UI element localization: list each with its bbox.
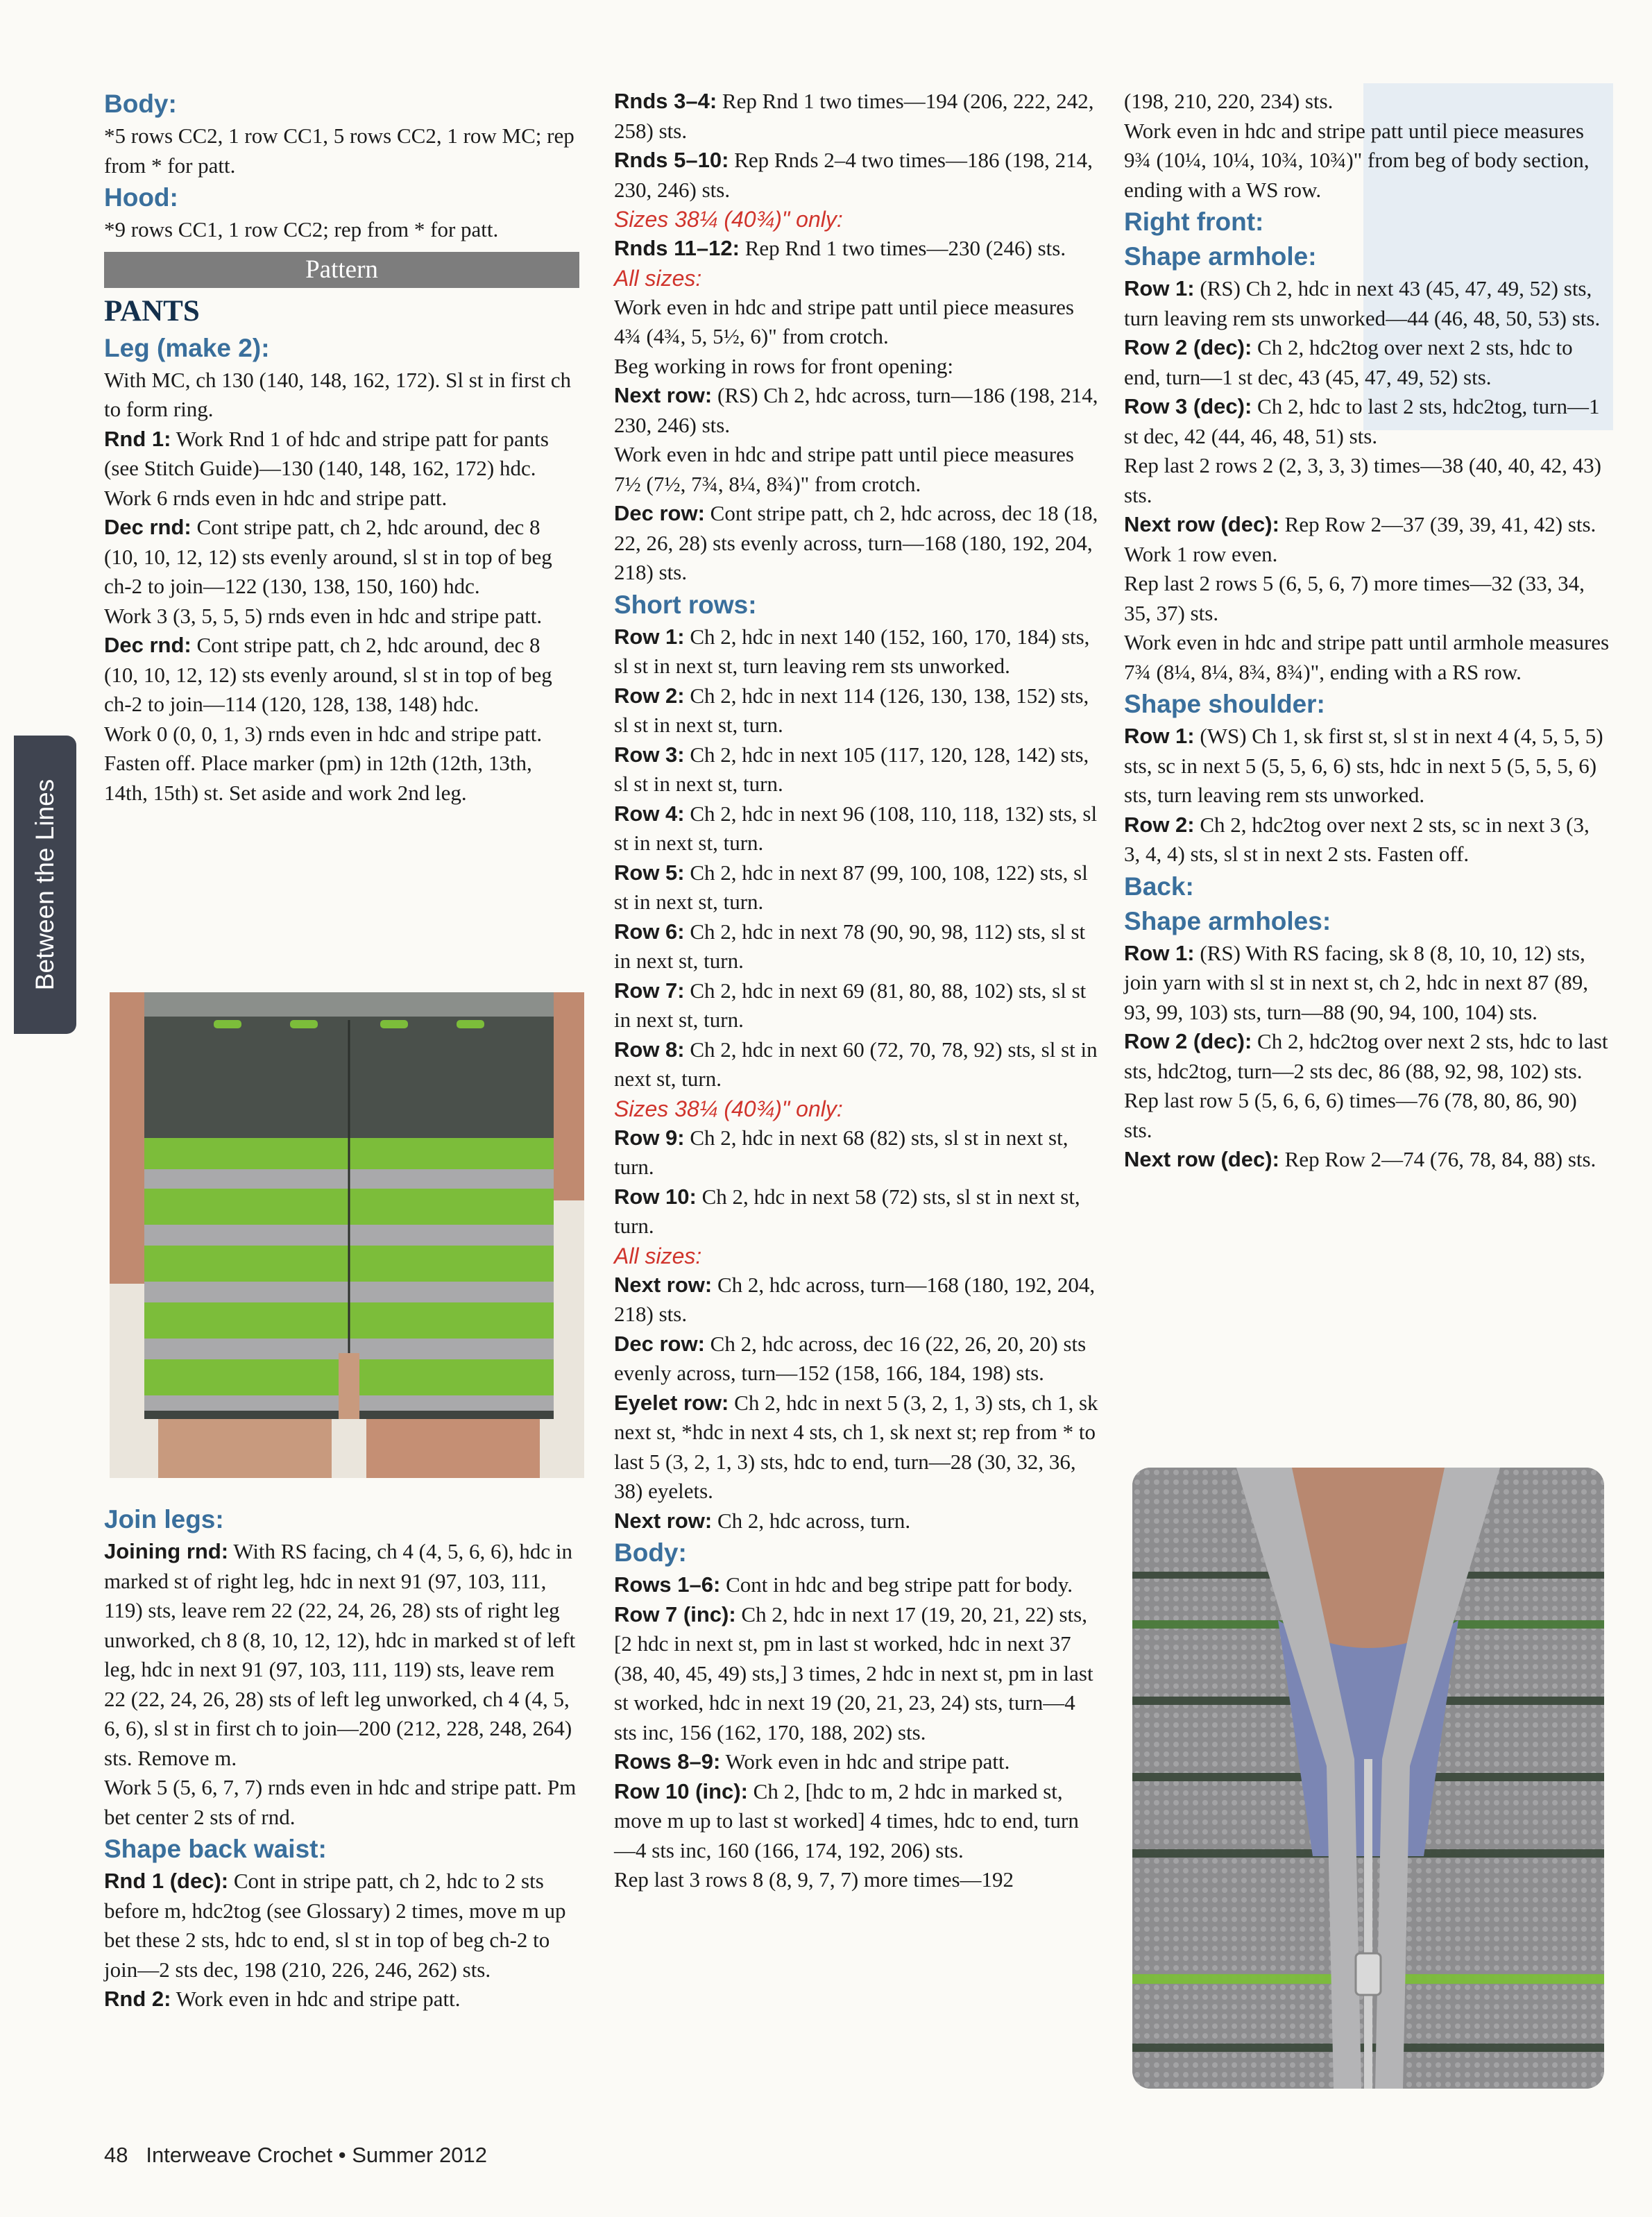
sizes-note-2: Sizes 38¼ (40¾)" only: [614,1096,843,1121]
rnds-11-12: Rnds 11–12: Rep Rnd 1 two times—230 (246) sts. [614,236,1066,260]
pattern-section-bar: Pattern [104,252,579,288]
side-tab-label: Between the Lines [31,779,59,991]
column-1 [104,87,579,808]
all-sizes-note-2: All sizes: [614,1243,702,1268]
rnds-3-4: Rnds 3–4: Rep Rnd 1 two times—194 (206, 222, 242, 258) sts. [614,89,1094,143]
short-row-2: Row 2: Ch 2, hdc in next 114 (126, 130, 138, 152) sts, sl st in next st, turn. [614,683,1089,737]
footer-bullet: • [338,2143,346,2167]
shape-armhole-heading: Shape armhole: [1124,242,1317,271]
leg-rnd-1: Rnd 1: Work Rnd 1 of hdc and stripe patt for pants (see Stitch Guide)—130 (140, 148, 162, 172) hdc. [104,426,549,480]
publication-name: Interweave Crochet [146,2143,333,2167]
column-3 [1124,87,1610,1175]
leg-work-3: Work 3 (3, 5, 5, 5) rnds even in hdc and stripe patt. [104,603,543,628]
shape-back-rnd-2: Rnd 2: Work even in hdc and stripe patt. [104,1987,461,2011]
leg-work-0: Work 0 (0, 0, 1, 3) rnds even in hdc and stripe patt. Fasten off. Place marker (pm) in 12th (12th, 13th, 14th, 15th) st. Set aside and work 2nd leg. [104,721,543,805]
shape-back-rnd-1: Rnd 1 (dec): Cont in stripe patt, ch 2, hdc to 2 sts before m, hdc2tog (see Glossary) 2 times, move m up bet these 2 sts, hdc to end, sl st in top of beg ch-2 to join—2 sts dec, 198 (210, 226, 246, 262) sts. [104,1869,566,1982]
short-row-8: Row 8: Ch 2, hdc in next 60 (72, 70, 78, 92) sts, sl st in next st, turn. [614,1037,1098,1091]
short-row-5: Row 5: Ch 2, hdc in next 87 (99, 100, 108, 122) sts, sl st in next st, turn. [614,860,1088,914]
eyelet-row: Eyelet row: Ch 2, hdc in next 5 (3, 2, 1, 3) sts, ch 1, sk next st, *hdc in next 4 sts, ch 1, sk next st; rep from * to last 5 (3, 2, 1, 3) sts, hdc to end, turn—28 (30, 32, 36, 38) eyelets. [614,1390,1098,1503]
leg-heading: Leg (make 2): [104,333,270,362]
page-footer [104,2143,487,2168]
body-stripe-text: *5 rows CC2, 1 row CC1, 5 rows CC2, 1 row MC; rep from * for patt. [104,124,574,178]
sizes-note-1: Sizes 38¼ (40¾)" only: [614,207,843,232]
short-row-6: Row 6: Ch 2, hdc in next 78 (90, 90, 98, 112) sts, sl st in next st, turn. [614,919,1086,973]
shorts-illustration [110,992,584,1478]
rep-last-2-rows-more: Rep last 2 rows 5 (6, 5, 6, 7) more times—32 (33, 34, 35, 37) sts. [1124,571,1585,625]
pants-heading: PANTS [104,294,200,328]
back-next-row: Next row (dec): Rep Row 2—74 (76, 78, 84, 88) sts. [1124,1147,1596,1171]
body-stripe-heading: Body: [104,90,177,118]
join-legs-heading: Join legs: [104,1505,224,1534]
all-sizes-note-1: All sizes: [614,265,702,291]
work-1-row: Work 1 row even. [1124,541,1278,566]
armhole-next-row: Next row (dec): Rep Row 2—37 (39, 39, 41, 42) sts. [1124,512,1596,536]
back-row-2: Row 2 (dec): Ch 2, hdc2tog over next 2 sts, hdc to last sts, hdc2tog, turn—2 sts dec, 86 (88, 92, 98, 102) sts. [1124,1029,1608,1083]
issue-date: Summer 2012 [352,2143,487,2167]
next-row-3: Next row: Ch 2, hdc across, turn. [614,1508,911,1533]
page-number: 48 [104,2143,128,2167]
right-front-heading: Right front: [1124,207,1264,236]
hoodie-illustration [1132,1468,1604,2089]
short-row-10: Row 10: Ch 2, hdc in next 58 (72) sts, sl st in next st, turn. [614,1184,1080,1238]
shorts-photo [110,992,584,1478]
work-even-body: Work even in hdc and stripe patt until piece measures 9¾ (10¼, 10¼, 10¾, 10¾)" from beg of body section, ending with a WS row. [1124,118,1590,202]
column-1-lower [104,1502,579,2014]
back-row-1: Row 1: (RS) With RS facing, sk 8 (8, 10, 10, 12) sts, join yarn with sl st in next st, ch 2, hdc in next 87 (89, 93, 99, 103) sts, turn—88 (90, 94, 100, 104) sts. [1124,940,1589,1024]
armhole-row-3: Row 3 (dec): Ch 2, hdc to last 2 sts, hdc2tog, turn—1 st dec, 42 (44, 46, 48, 51) sts. [1124,394,1600,448]
body-heading: Body: [614,1538,687,1567]
leg-instructions: With MC, ch 130 (140, 148, 162, 172). Sl st in first ch to form ring. [104,367,571,421]
body-row-7: Row 7 (inc): Ch 2, hdc in next 17 (19, 20, 21, 22) sts, [2 hdc in next st, pm in last st worked, hdc in next 37 (38, 40, 45, 49) sts,] 3 times, 2 hdc in next st, pm in last st worked, hdc in next 19 (20, 21, 23, 24) sts, turn—4 sts inc, 156 (162, 170, 188, 202) sts. [614,1602,1093,1744]
body-row-10: Row 10 (inc): Ch 2, [hdc to m, 2 hdc in marked st, move m up to last st worked] 4 times, hdc to end, turn—4 sts inc, 160 (166, 174, 192, 206) sts. [614,1778,1079,1862]
body-rows-1-6: Rows 1–6: Cont in hdc and beg stripe patt for body. [614,1572,1073,1597]
hood-stripe-text: *9 rows CC1, 1 row CC2; rep from * for patt. [104,217,499,241]
short-rows-heading: Short rows: [614,590,757,619]
leg-dec-rnd-1: Dec rnd: Cont stripe patt, ch 2, hdc around, dec 8 (10, 10, 12, 12) sts evenly around, sl st in top of beg ch-2 to join—122 (130, 138, 150, 160) hdc. [104,515,552,598]
section-side-tab [14,736,76,1034]
armhole-row-2: Row 2 (dec): Ch 2, hdc2tog over next 2 sts, hdc to end, turn—1 st dec, 43 (45, 47, 49, 52) sts. [1124,335,1573,389]
back-heading: Back: [1124,872,1194,901]
next-row-1: Next row: (RS) Ch 2, hdc across, turn—186 (198, 214, 230, 246) sts. [614,383,1098,437]
work-5-rnds: Work 5 (5, 6, 7, 7) rnds even in hdc and stripe patt. Pm bet center 2 sts of rnd. [104,1775,577,1829]
hoodie-photo [1132,1468,1604,2089]
rep-last-row: Rep last row 5 (5, 6, 6, 6) times—76 (78, 80, 86, 90) sts. [1124,1088,1577,1142]
work-even-crotch-2: Work even in hdc and stripe patt until piece measures 7½ (7½, 7¾, 8¼, 8¾)" from crotch. [614,442,1074,496]
rep-last-2-rows: Rep last 2 rows 2 (2, 3, 3, 3) times—38 (40, 40, 42, 43) sts. [1124,453,1601,507]
work-even-crotch: Work even in hdc and stripe patt until piece measures 4¾ (4¾, 5, 5½, 6)" from crotch. [614,294,1074,348]
dec-row-1: Dec row: Cont stripe patt, ch 2, hdc across, dec 18 (18, 22, 26, 28) sts evenly across, turn—168 (180, 192, 204, 218) sts. [614,501,1098,584]
dec-row-2: Dec row: Ch 2, hdc across, dec 16 (22, 26, 20, 20) sts evenly across, turn—152 (158, 166, 184, 198) sts. [614,1331,1087,1385]
rep-last-3-rows: Rep last 3 rows 8 (8, 9, 7, 7) more times—192 [614,1867,1014,1892]
rnds-5-10: Rnds 5–10: Rep Rnds 2–4 two times—186 (198, 214, 230, 246) sts. [614,148,1093,202]
shape-shoulder-heading: Shape shoulder: [1124,690,1325,718]
shoulder-row-1: Row 1: (WS) Ch 1, sk first st, sl st in next 4 (4, 5, 5, 5) sts, sc in next 5 (5, 5, 6, 6) sts, hdc in next 5 (5, 5, 5, 6) sts, turn leaving rem sts unworked. [1124,724,1603,807]
column-2 [614,87,1100,1895]
shape-back-waist-heading: Shape back waist: [104,1835,327,1863]
short-row-1: Row 1: Ch 2, hdc in next 140 (152, 160, 170, 184) sts, sl st in next st, turn leaving rem sts unworked. [614,624,1090,678]
sts-continued: (198, 210, 220, 234) sts. [1124,89,1334,113]
short-row-3: Row 3: Ch 2, hdc in next 105 (117, 120, 128, 142) sts, sl st in next st, turn. [614,742,1089,796]
shoulder-row-2: Row 2: Ch 2, hdc2tog over next 2 sts, sc in next 3 (3, 3, 4, 4) sts, sl st in next 2 sts. Fasten off. [1124,812,1590,866]
shape-armholes-heading: Shape armholes: [1124,906,1331,935]
short-row-7: Row 7: Ch 2, hdc in next 69 (81, 80, 88, 102) sts, sl st in next st, turn. [614,978,1087,1032]
body-rows-8-9: Rows 8–9: Work even in hdc and stripe patt. [614,1749,1010,1774]
joining-rnd: Joining rnd: With RS facing, ch 4 (4, 5, 6, 6), hdc in marked st of right leg, hdc in next 91 (97, 103, 111, 119) sts, leave rem 22 (22, 24, 26, 28) sts of right leg unworked, ch 8 (8, 10, 12, 12), hdc in marked st of left leg, hdc in next 91 (97, 103, 111, 119) sts, leave rem 22 (22, 24, 26, 28) sts of left leg unworked, ch 4 (4, 5, 6, 6), sl st in first ch to join—200 (212, 228, 248, 264) sts. Remove m. [104,1539,576,1770]
short-row-4: Row 4: Ch 2, hdc in next 96 (108, 110, 118, 132) sts, sl st in next st, turn. [614,801,1098,855]
next-row-2: Next row: Ch 2, hdc across, turn—168 (180, 192, 204, 218) sts. [614,1272,1096,1326]
armhole-row-1: Row 1: (RS) Ch 2, hdc in next 43 (45, 47, 49, 52) sts, turn leaving rem sts unworked—44 (46, 48, 50, 53) sts. [1124,276,1601,330]
leg-work-6: Work 6 rnds even in hdc and stripe patt. [104,485,448,510]
beg-rows-front: Beg working in rows for front opening: [614,353,954,378]
leg-dec-rnd-2: Dec rnd: Cont stripe patt, ch 2, hdc around, dec 8 (10, 10, 12, 12) sts evenly around, sl st in top of beg ch-2 to join—114 (120, 128, 138, 148) hdc. [104,633,552,716]
hood-stripe-heading: Hood: [104,183,178,212]
work-even-armhole: Work even in hdc and stripe patt until armhole measures 7¾ (8¼, 8¼, 8¾, 8¾)", ending with a RS row. [1124,630,1610,684]
short-row-9: Row 9: Ch 2, hdc in next 68 (82) sts, sl st in next st, turn. [614,1125,1068,1179]
